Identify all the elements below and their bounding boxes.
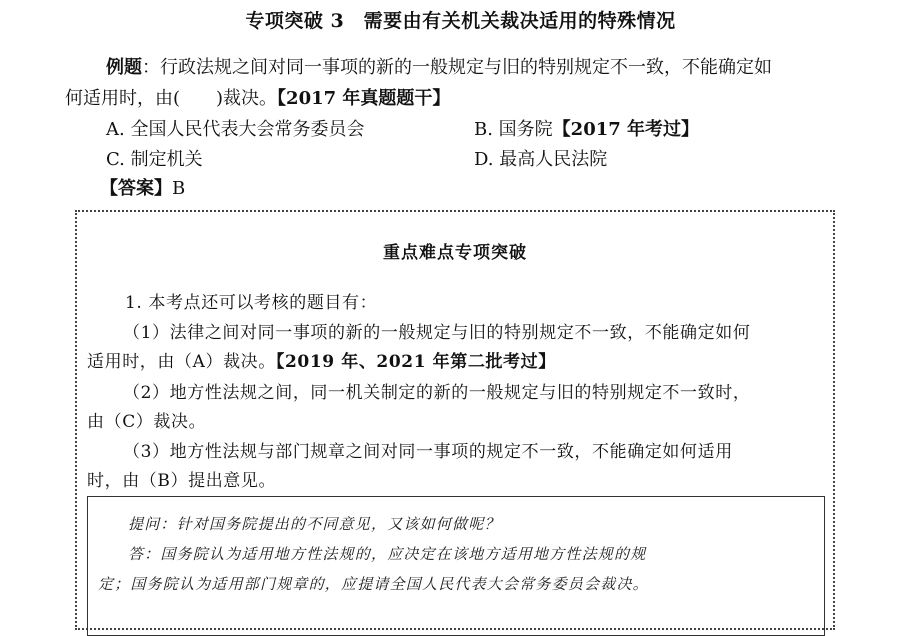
item-3-line-2: 时，由（B）提出意见。: [87, 471, 277, 491]
handwritten-note: [87, 496, 825, 636]
item-2-line-1: （2）地方性法规之间，同一机关制定的新的一般规定与旧的特别规定不一致时，: [123, 383, 751, 403]
keypoints-box: [75, 210, 835, 630]
note-question: 提问：针对国务院提出的不同意见，又该如何做呢？: [128, 515, 501, 533]
section-title: 专项突破 3 需要由有关机关裁决适用的特殊情况: [245, 10, 676, 32]
item-1-text: 适用时，由（A）裁决。: [87, 352, 276, 372]
option-b: [474, 115, 699, 141]
example-question-text: ：行政法规之间对同一事项的新的一般规定与旧的特别规定不一致，不能确定如: [142, 57, 772, 78]
answer-line: [100, 174, 185, 200]
example-label: 例题: [106, 57, 142, 78]
keypoints-intro: 1. 本考点还可以考核的题目有：: [125, 293, 378, 313]
item-1-line-1: （1）法律之间对同一事项的新的一般规定与旧的特别规定不一致，不能确定如何: [123, 323, 751, 343]
answer-label: 【答案】: [100, 178, 172, 199]
keypoints-heading: 重点难点专项突破: [383, 243, 527, 263]
note-answer-line-2: 定；国务院认为适用部门规章的，应提请全国人民代表大会常务委员会裁决。: [98, 575, 649, 593]
item-1-tag: 【2019 年、2021 年第二批考过】: [275, 352, 556, 372]
example-line-1: [106, 53, 772, 79]
option-b-tag: 【2017 年考过】: [552, 119, 700, 140]
example-source-tag: 【2017 年真题题干】: [277, 88, 451, 109]
note-answer-line-1: 答：国务院认为适用地方性法规的，应决定在该地方适用地方性法规的规: [128, 545, 647, 563]
option-a: A. 全国人民代表大会常务委员会: [106, 119, 365, 140]
item-1-line-2: [87, 347, 556, 372]
example-question-cont: 何适用时，由( )裁决。: [65, 88, 278, 109]
example-line-2: [65, 84, 450, 110]
item-3-line-1: （3）地方性法规与部门规章之间对同一事项的规定不一致，不能确定如何适用: [123, 442, 733, 462]
answer-value: B: [172, 178, 186, 199]
option-c: C. 制定机关: [106, 149, 203, 170]
item-2-line-2: 由（C）裁决。: [87, 412, 207, 432]
option-d: D. 最高人民法院: [474, 149, 608, 170]
option-b-text: B. 国务院: [474, 119, 553, 140]
